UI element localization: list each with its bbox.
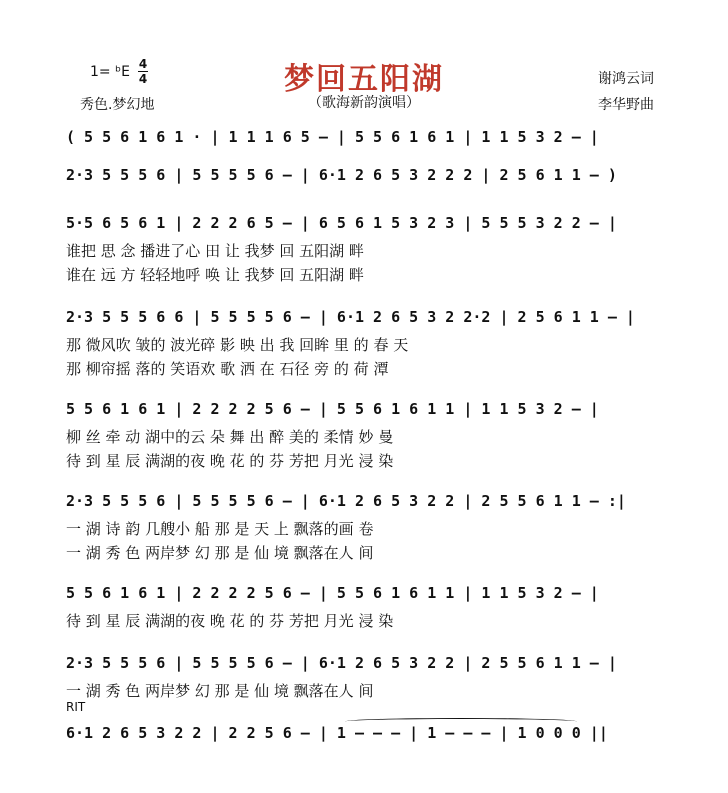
lyric-line-6b: 一 湖 秀 色 两岸梦 幻 那 是 仙 境 飘落在人 间 bbox=[66, 544, 374, 562]
time-signature bbox=[138, 58, 148, 85]
lyric-line-4b: 那 柳帘摇 落的 笑语欢 歌 洒 在 石径 旁 的 荷 潭 bbox=[66, 360, 389, 378]
music-line-7: 5 5 6 1 6 1 | 2 2 2 2 5 6 – | 5 5 6 1 6 1 1 | 1 1 5 3 2 – | bbox=[66, 584, 599, 602]
music-line-6: 2·3 5 5 5 6 | 5 5 5 5 6 – | 6·1 2 6 5 3 2 2 | 2 5 5 6 1 1 – :| bbox=[66, 492, 626, 510]
ritardando-mark: RIT bbox=[66, 700, 86, 714]
lyric-line-7: 待 到 星 辰 满湖的夜 晚 花 的 芬 芳把 月光 浸 染 bbox=[66, 612, 394, 630]
meter-top: 4 bbox=[138, 57, 148, 71]
music-line-2: 2·3 5 5 5 6 | 5 5 5 5 6 – | 6·1 2 6 5 3 2 2 2 | 2 5 6 1 1 – ) bbox=[66, 166, 617, 184]
song-title: 梦回五阳湖 bbox=[284, 62, 444, 97]
lyricist: 谢鸿云词 bbox=[598, 71, 654, 87]
music-line-3: 5·5 6 5 6 1 | 2 2 2 6 5 – | 6 5 6 1 5 3 2 3 | 5 5 5 3 2 2 – | bbox=[66, 214, 617, 232]
tie-slur bbox=[345, 718, 577, 725]
music-line-5: 5 5 6 1 6 1 | 2 2 2 2 5 6 – | 5 5 6 1 6 1 1 | 1 1 5 3 2 – | bbox=[66, 400, 599, 418]
music-line-4: 2·3 5 5 5 6 6 | 5 5 5 5 6 – | 6·1 2 6 5 3 2 2·2 | 2 5 6 1 1 – | bbox=[66, 308, 635, 326]
lyric-line-3b: 谁在 远 方 轻轻地呼 唤 让 我梦 回 五阳湖 畔 bbox=[66, 266, 364, 284]
style-marking: 秀色.梦幻地 bbox=[80, 97, 155, 113]
meter-bottom: 4 bbox=[138, 72, 148, 86]
lyric-line-6a: 一 湖 诗 韵 几艘小 船 那 是 天 上 飘落的画 卷 bbox=[66, 520, 374, 538]
composer: 李华野曲 bbox=[598, 97, 654, 113]
lyric-line-5a: 柳 丝 牵 动 湖中的云 朵 舞 出 醉 美的 柔情 妙 曼 bbox=[66, 428, 394, 446]
music-line-8: 2·3 5 5 5 6 | 5 5 5 5 6 – | 6·1 2 6 5 3 2 2 | 2 5 5 6 1 1 – | bbox=[66, 654, 617, 672]
lyric-line-5b: 待 到 星 辰 满湖的夜 晚 花 的 芬 芳把 月光 浸 染 bbox=[66, 452, 394, 470]
lyric-line-8: 一 湖 秀 色 两岸梦 幻 那 是 仙 境 飘落在人 间 bbox=[66, 682, 374, 700]
music-line-9: 6·1 2 6 5 3 2 2 | 2 2 5 6 – | 1 – – – | 1 – – – | 1 0 0 0 || bbox=[66, 724, 608, 742]
key-signature: 1= ᵇE bbox=[90, 64, 130, 80]
music-line-1: ( 5 5 6 1 6 1 · | 1 1 1 6 5 – | 5 5 6 1 6 1 | 1 1 5 3 2 – | bbox=[66, 128, 599, 146]
lyric-line-3a: 谁把 思 念 播进了心 田 让 我梦 回 五阳湖 畔 bbox=[66, 242, 364, 260]
performer-subtitle: （歌海新韵演唱） bbox=[308, 95, 420, 111]
lyric-line-4a: 那 微风吹 皱的 波光碎 影 映 出 我 回眸 里 的 春 天 bbox=[66, 336, 409, 354]
